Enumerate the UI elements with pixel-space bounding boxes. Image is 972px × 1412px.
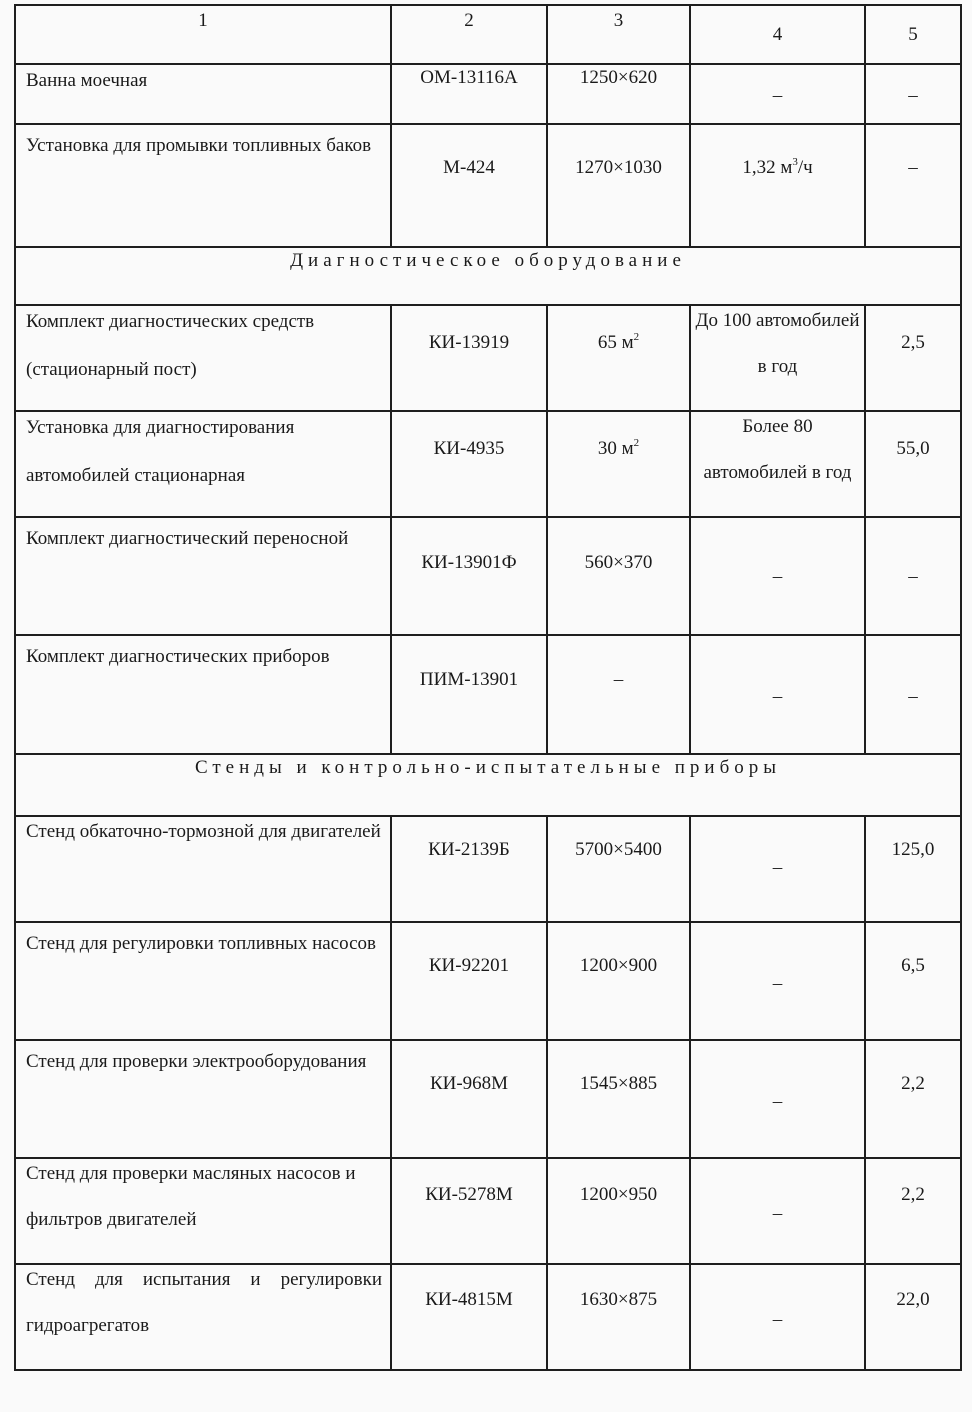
perf-cell: До 100 автомобилей в год: [690, 305, 865, 411]
name-cell: Стенд обкаточно-тормозной для двигателей: [15, 816, 391, 922]
model-cell: ОМ-13116А: [391, 64, 547, 124]
power-cell: –: [865, 124, 961, 247]
equipment-table: [14, 4, 962, 1371]
section-title: Стенды и контрольно-испытательные приборы: [194, 757, 782, 778]
header-label: 1: [198, 10, 208, 31]
power-cell: 2,5: [865, 305, 961, 411]
power-cell: 55,0: [865, 411, 961, 517]
size-cell: 1270×1030: [547, 124, 690, 247]
header-cell: [865, 5, 961, 64]
size-cell: 65 $м^2$: [547, 305, 690, 411]
table-row: [15, 411, 961, 517]
table-row: [15, 635, 961, 754]
header-label: 5: [908, 24, 918, 45]
name-cell: Стенд для проверки масляных насосов и фильтров двигателей: [15, 1158, 391, 1264]
model-cell: КИ-5278М: [391, 1158, 547, 1264]
name-cell: Комплект диагностических средств (стационарный пост): [15, 305, 391, 411]
size-cell: 1200×900: [547, 922, 690, 1040]
name-cell: Стенд для проверки электрооборудования: [15, 1040, 391, 1158]
power-cell: 6,5: [865, 922, 961, 1040]
model-cell: КИ-2139Б: [391, 816, 547, 922]
size-cell: –: [547, 635, 690, 754]
perf-cell: –: [690, 1040, 865, 1158]
name-cell: Комплект диагностических приборов: [15, 635, 391, 754]
power-cell: 2,2: [865, 1040, 961, 1158]
perf-cell: –: [690, 64, 865, 124]
perf-cell: –: [690, 922, 865, 1040]
header-label: 4: [772, 24, 783, 45]
power-cell: 2,2: [865, 1158, 961, 1264]
perf-cell: –: [690, 517, 865, 635]
size-cell: 30 $м^2$: [547, 411, 690, 517]
model-cell: КИ-13901Ф: [391, 517, 547, 635]
name-cell: Ванна моечная: [15, 64, 391, 124]
perf-cell: –: [690, 1264, 865, 1370]
size-cell: 1545×885: [547, 1040, 690, 1158]
table-row: [15, 1158, 961, 1264]
header-cell: [547, 5, 690, 64]
power-cell: –: [865, 635, 961, 754]
size-cell: 1250×620: [547, 64, 690, 124]
section-title: Диагностическое оборудование: [290, 250, 686, 271]
power-cell: –: [865, 517, 961, 635]
table-row: [15, 1040, 961, 1158]
model-cell: КИ-4935: [391, 411, 547, 517]
table-row: [15, 816, 961, 922]
table-row: [15, 922, 961, 1040]
perf-cell: Более 80 автомобилей в год: [690, 411, 865, 517]
header-cell: [391, 5, 547, 64]
model-cell: КИ-13919: [391, 305, 547, 411]
table-row: [15, 517, 961, 635]
model-cell: КИ-968М: [391, 1040, 547, 1158]
perf-cell: 1,32 $м^3/ч$: [690, 124, 865, 247]
size-cell: 560×370: [547, 517, 690, 635]
name-cell: Комплект диагностический переносной: [15, 517, 391, 635]
model-cell: КИ-4815М: [391, 1264, 547, 1370]
table-row: [15, 124, 961, 247]
perf-cell: –: [690, 1158, 865, 1264]
name-cell: Стенд для испытания и регулировки гидроагрегатов: [15, 1264, 391, 1370]
model-cell: КИ-92201: [391, 922, 547, 1040]
name-cell: Установка для диагностирования автомобилей стационарная: [15, 411, 391, 517]
size-cell: 5700×5400: [547, 816, 690, 922]
header-label: 3: [613, 10, 624, 31]
size-cell: 1630×875: [547, 1264, 690, 1370]
name-cell: Стенд для регулировки топливных насосов: [15, 922, 391, 1040]
size-cell: 1200×950: [547, 1158, 690, 1264]
header-cell: [690, 5, 865, 64]
perf-cell: –: [690, 635, 865, 754]
perf-cell: –: [690, 816, 865, 922]
header-label: 2: [464, 10, 474, 31]
table-row: [15, 305, 961, 411]
power-cell: 22,0: [865, 1264, 961, 1370]
name-cell: Установка для промывки топливных баков: [15, 124, 391, 247]
model-cell: М-424: [391, 124, 547, 247]
power-cell: –: [865, 64, 961, 124]
power-cell: 125,0: [865, 816, 961, 922]
model-cell: ПИМ-13901: [391, 635, 547, 754]
table-row: [15, 1264, 961, 1370]
